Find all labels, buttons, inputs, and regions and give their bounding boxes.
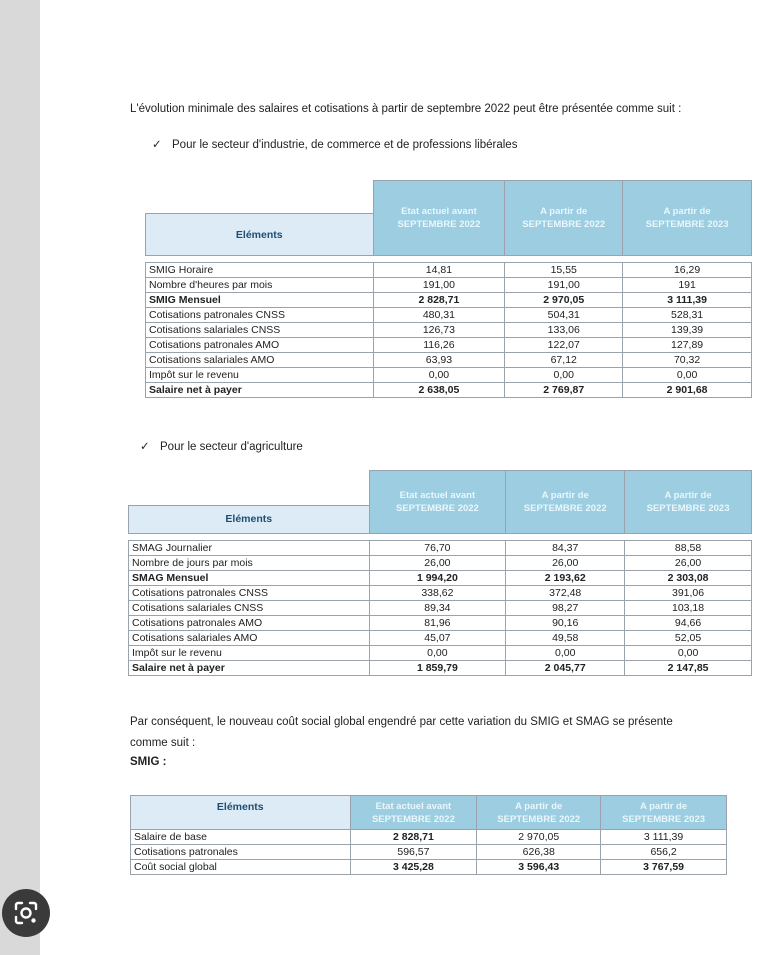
google-lens-icon[interactable] bbox=[2, 889, 50, 937]
table-row bbox=[129, 616, 752, 631]
table-row bbox=[146, 368, 752, 383]
row-value: 2 970,05 bbox=[505, 293, 623, 308]
row-value: 2 901,68 bbox=[623, 383, 752, 398]
row-label: Salaire net à payer bbox=[129, 661, 370, 676]
table-row bbox=[131, 860, 727, 875]
row-label: Cotisations patronales CNSS bbox=[146, 308, 374, 323]
row-value: 45,07 bbox=[369, 631, 506, 646]
col2-header: A partir de SEPTEMBRE 2022 bbox=[506, 471, 625, 534]
row-value: 391,06 bbox=[625, 586, 752, 601]
row-value: 70,32 bbox=[623, 353, 752, 368]
col2-header: A partir de SEPTEMBRE 2022 bbox=[505, 181, 623, 256]
row-value: 191,00 bbox=[505, 278, 623, 293]
table-row bbox=[131, 830, 727, 845]
document-page bbox=[40, 0, 768, 955]
agriculture-table-body bbox=[129, 541, 752, 676]
row-value: 88,58 bbox=[625, 541, 752, 556]
table-row bbox=[146, 323, 752, 338]
row-value: 0,00 bbox=[625, 646, 752, 661]
row-value: 2 828,71 bbox=[350, 830, 477, 845]
table-row bbox=[129, 601, 752, 616]
col3-header: A partir de SEPTEMBRE 2023 bbox=[625, 471, 752, 534]
smig-label: SMIG : bbox=[130, 756, 167, 768]
section1-heading bbox=[152, 137, 517, 151]
section1-title: Pour le secteur d'industrie, de commerce et de professions libérales bbox=[172, 139, 518, 151]
row-value: 2 303,08 bbox=[625, 571, 752, 586]
row-value: 2 193,62 bbox=[506, 571, 625, 586]
row-value: 0,00 bbox=[623, 368, 752, 383]
row-label: Impôt sur le revenu bbox=[129, 646, 370, 661]
row-value: 596,57 bbox=[350, 845, 477, 860]
row-label: Cotisations salariales AMO bbox=[129, 631, 370, 646]
row-value: 84,37 bbox=[506, 541, 625, 556]
row-label: Salaire de base bbox=[131, 830, 351, 845]
table-row bbox=[146, 278, 752, 293]
row-value: 2 147,85 bbox=[625, 661, 752, 676]
row-value: 98,27 bbox=[506, 601, 625, 616]
row-value: 116,26 bbox=[373, 338, 505, 353]
check-icon: ✓ bbox=[152, 139, 162, 151]
table-row bbox=[129, 556, 752, 571]
row-value: 67,12 bbox=[505, 353, 623, 368]
row-value: 126,73 bbox=[373, 323, 505, 338]
row-label: Cotisations patronales AMO bbox=[146, 338, 374, 353]
table-row bbox=[146, 353, 752, 368]
table-row bbox=[146, 263, 752, 278]
table-row bbox=[131, 845, 727, 860]
row-value: 76,70 bbox=[369, 541, 506, 556]
row-value: 81,96 bbox=[369, 616, 506, 631]
row-value: 133,06 bbox=[505, 323, 623, 338]
col3-header: A partir de SEPTEMBRE 2023 bbox=[623, 181, 752, 256]
row-value: 2 045,77 bbox=[506, 661, 625, 676]
col3-header: A partir de SEPTEMBRE 2023 bbox=[601, 796, 727, 830]
row-value: 372,48 bbox=[506, 586, 625, 601]
row-value: 122,07 bbox=[505, 338, 623, 353]
intro-text: L'évolution minimale des salaires et cotisations à partir de septembre 2022 peut être présentée comme suit : bbox=[130, 103, 682, 115]
row-value: 3 111,39 bbox=[623, 293, 752, 308]
row-label: SMAG Mensuel bbox=[129, 571, 370, 586]
row-value: 2 638,05 bbox=[373, 383, 505, 398]
social-cost-table-body bbox=[131, 830, 727, 875]
row-value: 656,2 bbox=[601, 845, 727, 860]
row-value: 49,58 bbox=[506, 631, 625, 646]
table-row bbox=[146, 338, 752, 353]
check-icon: ✓ bbox=[140, 441, 150, 453]
industry-table bbox=[145, 180, 752, 398]
industry-table-body bbox=[146, 263, 752, 398]
table-row bbox=[146, 383, 752, 398]
row-label: Cotisations patronales CNSS bbox=[129, 586, 370, 601]
row-value: 338,62 bbox=[369, 586, 506, 601]
row-value: 0,00 bbox=[505, 368, 623, 383]
row-value: 0,00 bbox=[369, 646, 506, 661]
row-label: Cotisations salariales CNSS bbox=[146, 323, 374, 338]
row-value: 103,18 bbox=[625, 601, 752, 616]
row-value: 94,66 bbox=[625, 616, 752, 631]
elements-header: Eléments bbox=[146, 214, 374, 256]
row-value: 90,16 bbox=[506, 616, 625, 631]
row-value: 26,00 bbox=[625, 556, 752, 571]
row-label: Cotisations patronales bbox=[131, 845, 351, 860]
row-value: 1 859,79 bbox=[369, 661, 506, 676]
row-value: 191,00 bbox=[373, 278, 505, 293]
table-row bbox=[129, 661, 752, 676]
row-label: Impôt sur le revenu bbox=[146, 368, 374, 383]
elements-header: Eléments bbox=[129, 505, 370, 533]
row-value: 89,34 bbox=[369, 601, 506, 616]
row-value: 14,81 bbox=[373, 263, 505, 278]
row-label: Salaire net à payer bbox=[146, 383, 374, 398]
table-row bbox=[129, 586, 752, 601]
row-value: 2 769,87 bbox=[505, 383, 623, 398]
row-value: 0,00 bbox=[373, 368, 505, 383]
row-value: 3 767,59 bbox=[601, 860, 727, 875]
row-value: 3 425,28 bbox=[350, 860, 477, 875]
col1-header: Etat actuel avant SEPTEMBRE 2022 bbox=[373, 181, 505, 256]
row-value: 139,39 bbox=[623, 323, 752, 338]
table-row bbox=[129, 571, 752, 586]
row-label: Cotisations salariales CNSS bbox=[129, 601, 370, 616]
table-row bbox=[146, 293, 752, 308]
lens-glyph bbox=[12, 899, 40, 927]
elements-header: Eléments bbox=[131, 796, 351, 830]
table-row bbox=[129, 631, 752, 646]
row-label: Nombre d'heures par mois bbox=[146, 278, 374, 293]
table-row bbox=[129, 541, 752, 556]
row-value: 127,89 bbox=[623, 338, 752, 353]
col1-header: Etat actuel avant SEPTEMBRE 2022 bbox=[350, 796, 477, 830]
col1-header: Etat actuel avant SEPTEMBRE 2022 bbox=[369, 471, 506, 534]
row-value: 480,31 bbox=[373, 308, 505, 323]
row-label: Coût social global bbox=[131, 860, 351, 875]
row-value: 3 596,43 bbox=[477, 860, 601, 875]
row-value: 26,00 bbox=[369, 556, 506, 571]
agriculture-table bbox=[128, 470, 752, 676]
row-value: 528,31 bbox=[623, 308, 752, 323]
table-row bbox=[129, 646, 752, 661]
row-value: 2 970,05 bbox=[477, 830, 601, 845]
row-value: 15,55 bbox=[505, 263, 623, 278]
row-label: SMIG Horaire bbox=[146, 263, 374, 278]
row-label: Cotisations salariales AMO bbox=[146, 353, 374, 368]
row-value: 16,29 bbox=[623, 263, 752, 278]
social-cost-table bbox=[130, 795, 727, 875]
row-label: SMIG Mensuel bbox=[146, 293, 374, 308]
row-value: 26,00 bbox=[506, 556, 625, 571]
row-value: 63,93 bbox=[373, 353, 505, 368]
row-label: SMAG Journalier bbox=[129, 541, 370, 556]
col2-header: A partir de SEPTEMBRE 2022 bbox=[477, 796, 601, 830]
row-label: Nombre de jours par mois bbox=[129, 556, 370, 571]
row-value: 1 994,20 bbox=[369, 571, 506, 586]
table-row bbox=[146, 308, 752, 323]
row-value: 3 111,39 bbox=[601, 830, 727, 845]
section2-heading bbox=[140, 439, 303, 453]
row-value: 504,31 bbox=[505, 308, 623, 323]
row-value: 191 bbox=[623, 278, 752, 293]
section2-title: Pour le secteur d'agriculture bbox=[160, 441, 303, 453]
row-value: 2 828,71 bbox=[373, 293, 505, 308]
conclusion-text-line2: comme suit : bbox=[130, 737, 196, 749]
row-label: Cotisations patronales AMO bbox=[129, 616, 370, 631]
row-value: 0,00 bbox=[506, 646, 625, 661]
row-value: 52,05 bbox=[625, 631, 752, 646]
conclusion-text-line1: Par conséquent, le nouveau coût social global engendré par cette variation du SMIG et SMAG se présente bbox=[130, 716, 673, 728]
row-value: 626,38 bbox=[477, 845, 601, 860]
